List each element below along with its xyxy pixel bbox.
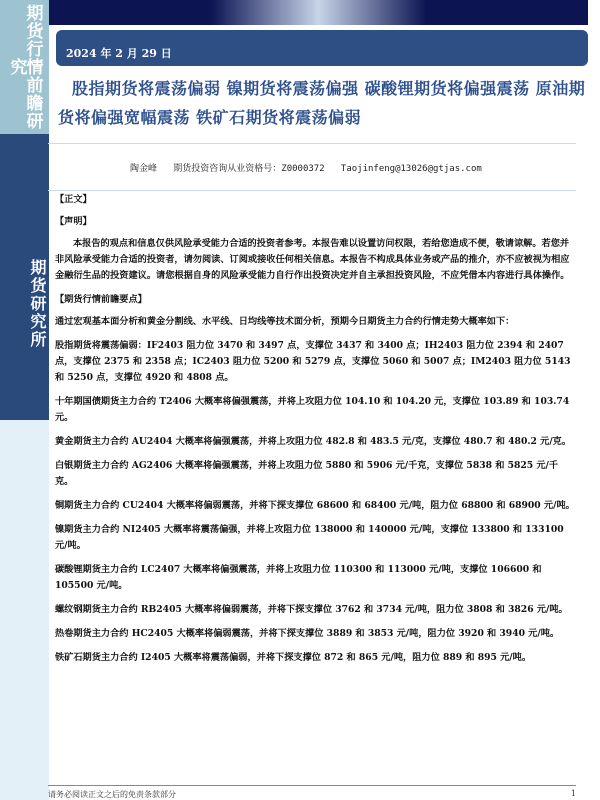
report-body bbox=[55, 192, 575, 674]
date-bar bbox=[56, 30, 588, 66]
page-footer bbox=[48, 785, 576, 800]
forecast-item: 热卷期货主力合约 HC2405 大概率将偏弱震荡，并将下探支撑位 3889 和 3853 元/吨，阻力位 3920 和 3940 元/吨。 bbox=[55, 628, 560, 639]
divider bbox=[48, 190, 576, 191]
divider bbox=[48, 143, 576, 144]
intro-paragraph: 通过宏观基本面分析和黄金分割线、水平线、日均线等技术面分析，预期今日期货主力合约行情走势大概率如下： bbox=[55, 316, 515, 327]
section-heading-points: 【期货行情前瞻要点】 bbox=[55, 294, 147, 305]
forecast-item: 铜期货主力合约 CU2404 大概率将偏弱震荡，并将下探支撑位 68600 和 68400 元/吨，阻力位 68800 和 68900 元/吨。 bbox=[55, 500, 575, 511]
report-title: 股指期货将震荡偏弱 镍期货将震荡偏强 碳酸锂期货将偏强震荡 原油期货将偏强宽幅震荡 铁矿石期货将震荡偏弱 bbox=[58, 79, 586, 127]
section-heading-statement: 【声明】 bbox=[55, 216, 92, 227]
statement-text: 本报告的观点和信息仅供风险承受能力合适的投资者参考。本报告难以设置访问权限，若给您造成不便，敬请谅解。若您并非风险承受能力合适的投资者，请勿阅读、订阅或接收任何相关信息。本报告不构成具体业务或产品的推介，亦不应被视为相应金融衍生品的投资建议。请您根据自身的风险承受能力自行作出投资决定并自主承担投资风险，不应凭借本内容进行具体操作。 bbox=[55, 238, 570, 281]
forecast-item: 白银期货主力合约 AG2406 大概率将偏强震荡，并将上攻阻力位 5880 和 5906 元/千克，支撑位 5838 和 5825 元/千克。 bbox=[55, 460, 559, 487]
header-banner bbox=[49, 0, 588, 25]
forecast-item: 股指期货将震荡偏弱：IF2403 阻力位 3470 和 3497 点，支撑位 3437 和 3400 点；IH2403 阻力位 2394 和 2407 点，支撑位 2375 和 2358 点；IC2403 阻力位 5200 和 5279 点，支撑位 5060 和 5007 点；IM2403 阻力位 5143 和 5250 点，支撑位 4920 和 4808 点。 bbox=[55, 340, 571, 383]
footer-disclaimer: 请务必阅读正文之后的免责条款部分 bbox=[48, 790, 176, 799]
sidebar-institute bbox=[0, 134, 49, 420]
forecast-item: 碳酸锂期货主力合约 LC2407 大概率将偏强震荡，并将上攻阻力位 110300 和 113000 元/吨，支撑位 106600 和 105500 元/吨。 bbox=[55, 564, 542, 591]
forecast-item: 黄金期货主力合约 AU2404 大概率将偏强震荡，并将上攻阻力位 482.8 和 483.5 元/克，支撑位 480.7 和 480.2 元/克。 bbox=[55, 436, 572, 447]
forecast-item: 铁矿石期货主力合约 I2405 大概率将震荡偏弱，并将下探支撑位 872 和 865 元/吨，阻力位 889 和 895 元/吨。 bbox=[55, 652, 532, 663]
sidebar-bottom bbox=[0, 420, 49, 800]
sidebar-top-label: 期货行情前瞻研究 bbox=[6, 4, 43, 130]
sidebar-mid-label: 期货研究所 bbox=[28, 259, 47, 349]
author-line bbox=[130, 161, 482, 174]
forecast-item: 螺纹钢期货主力合约 RB2405 大概率将偏弱震荡，并将下探支撑位 3762 和 3734 元/吨，阻力位 3808 和 3826 元/吨。 bbox=[55, 604, 568, 615]
forecast-item: 十年期国债期货主力合约 T2406 大概率将偏强震荡，并将上攻阻力位 104.10 和 104.20 元，支撑位 103.89 和 103.74 元。 bbox=[55, 396, 570, 423]
sidebar-report-type bbox=[0, 0, 49, 134]
page-number: 1 bbox=[570, 789, 576, 798]
author-license: 期货投资咨询从业资格号：Z0000372 bbox=[173, 164, 325, 174]
section-heading-main: 【正文】 bbox=[55, 194, 92, 205]
author-email: Taojinfeng@13026@gtjas.com bbox=[340, 164, 482, 174]
report-date: 2024 年 2 月 29 日 bbox=[66, 47, 172, 60]
author-name: 陶金峰 bbox=[130, 164, 158, 174]
forecast-item: 镍期货主力合约 NI2405 大概率将震荡偏强，并将上攻阻力位 138000 和 140000 元/吨，支撑位 133800 和 133100 元/吨。 bbox=[55, 524, 564, 551]
